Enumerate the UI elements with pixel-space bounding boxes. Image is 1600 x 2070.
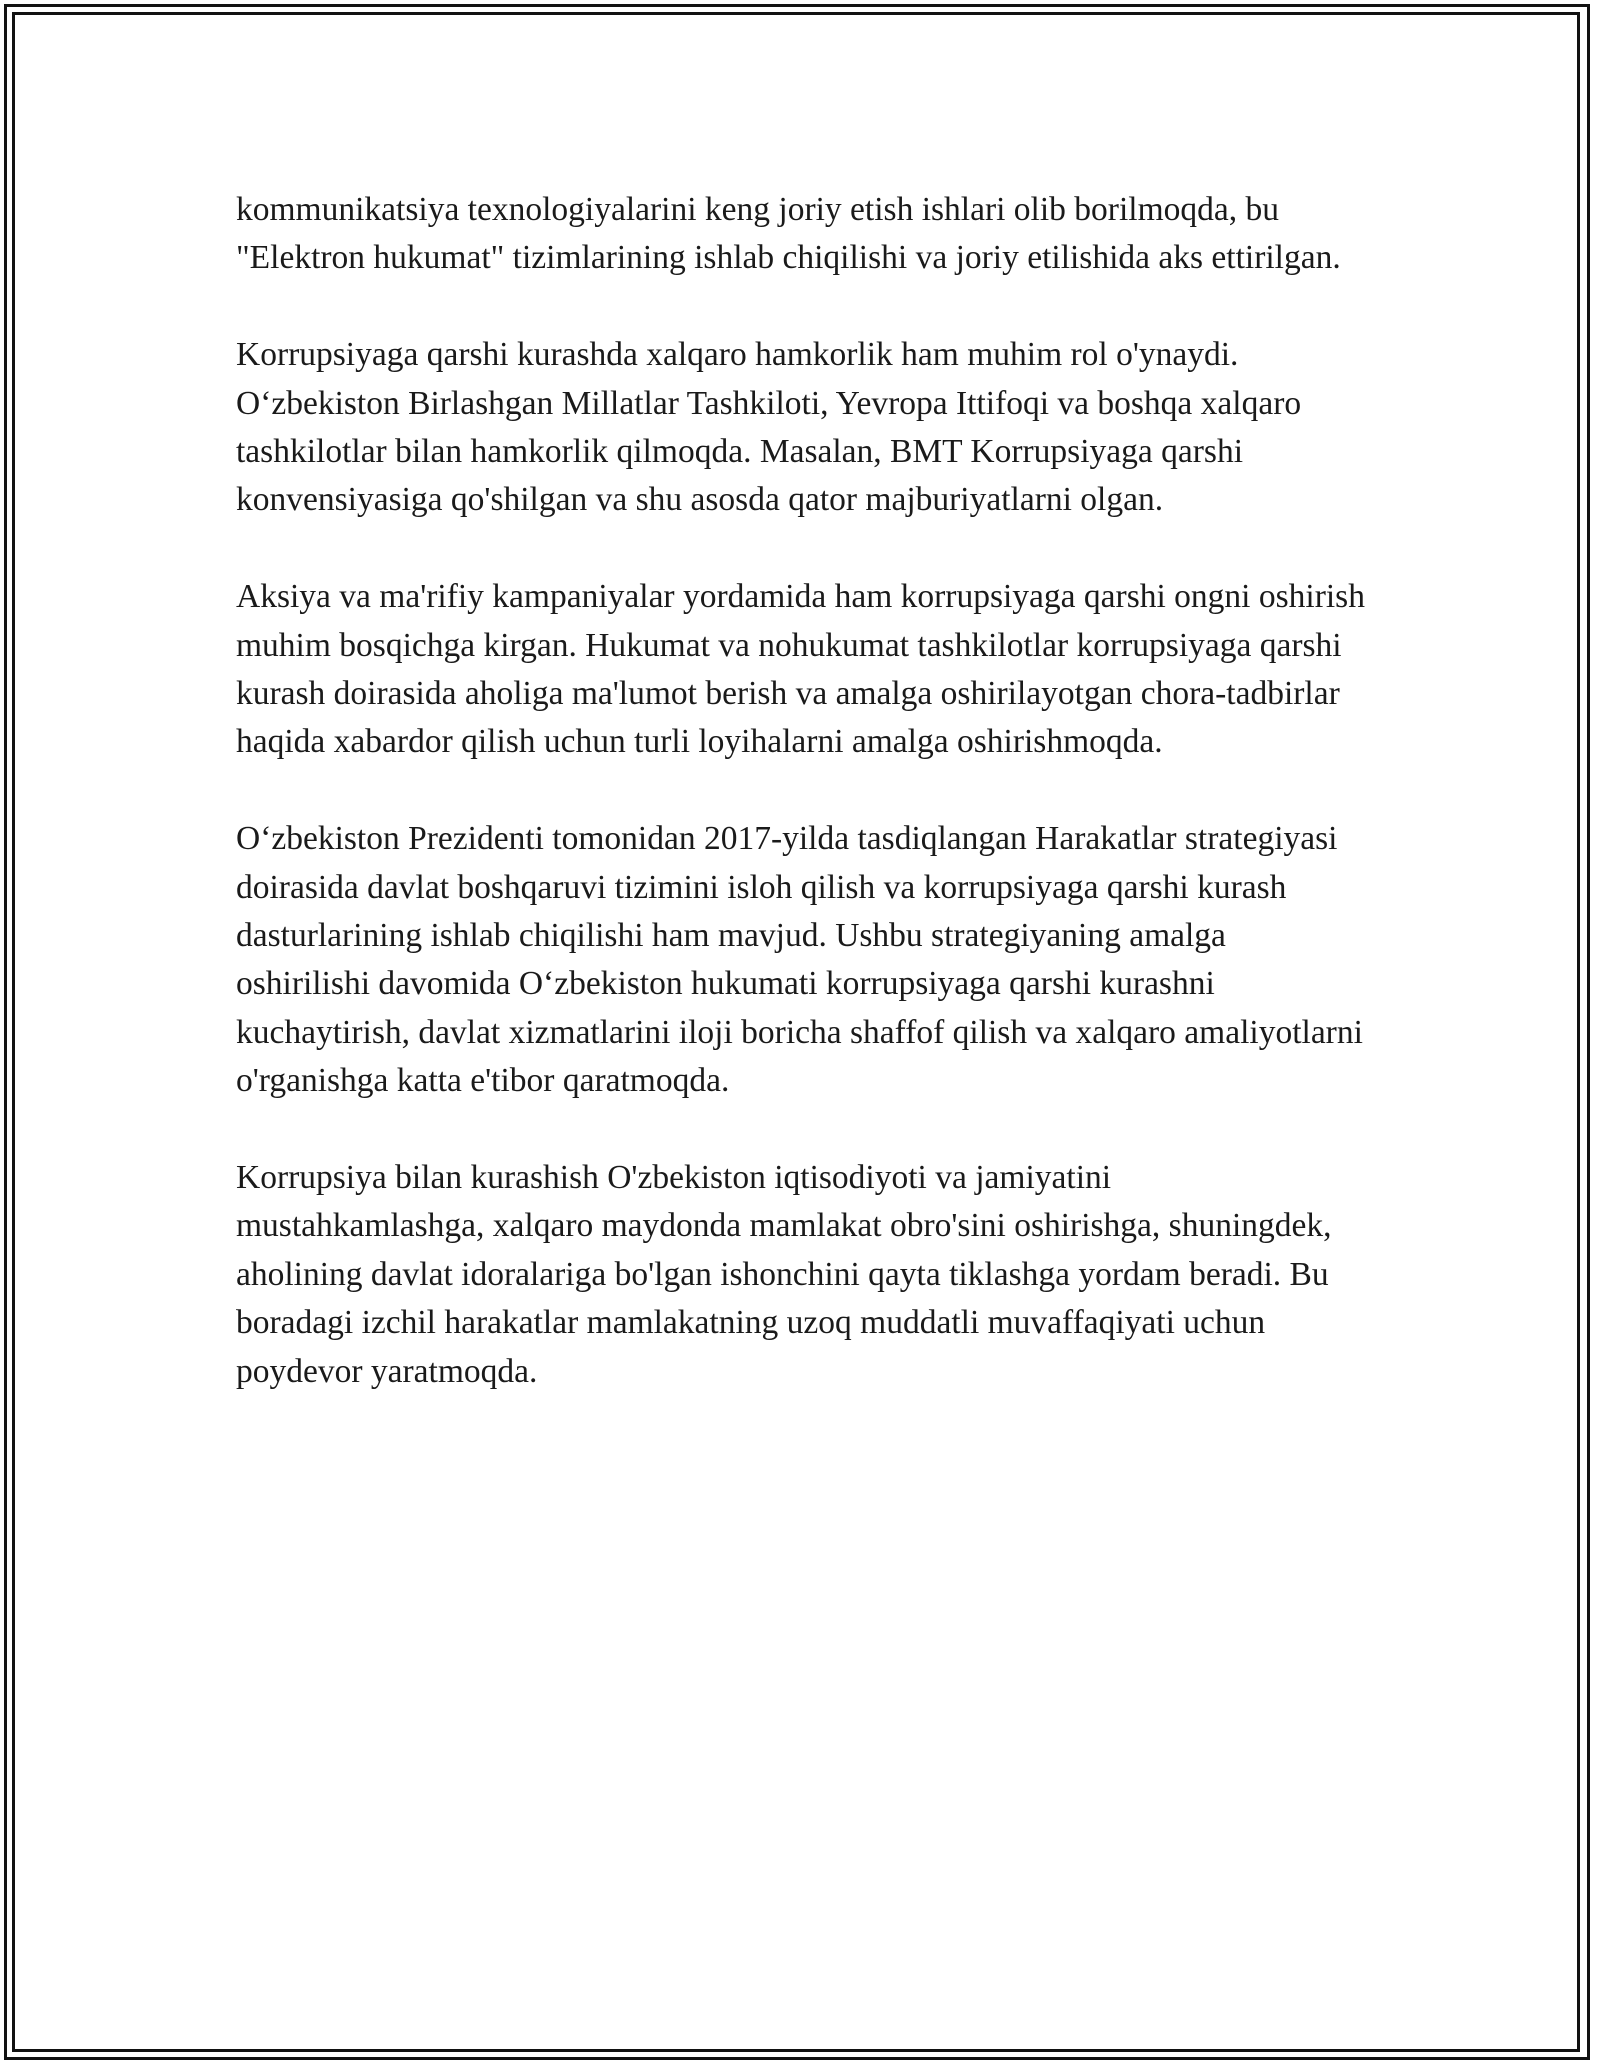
paragraph-awareness-campaigns: Aksiya va ma'rifiy kampaniyalar yordamida ham korrupsiyaga qarshi ongni oshirish muhim bosqichga kirgan. Hukumat va nohukumat tashkilotlar korrupsiyaga qarshi kurash doirasida aholiga ma'lumot berish va amalga oshirilayotgan chora-tadbirlar haqida xabardor qilish uchun turli loyihalarni amalga oshirishmoqda. [236, 578, 1365, 761]
paragraph-conclusion: Korrupsiya bilan kurashish O'zbekiston iqtisodiyoti va jamiyatini mustahkamlashga, xalqaro maydonda mamlakat obro'sini oshirishga, shuningdek, aholining davlat idoralariga bo'lgan ishonchini qayta tiklashga yordam beradi. Bu boradagi izchil harakatlar mamlakatning uzoq muddatli muvaffaqiyati uchun poydevor yaratmoqda. [236, 1159, 1332, 1390]
paragraph-ict: kommunikatsiya texnologiyalarini keng joriy etish ishlari olib borilmoqda, bu "Elektron hukumat" tizimlarining ishlab chiqilishi va joriy etilishida aks ettirilgan. [236, 191, 1341, 277]
document-body [236, 186, 1366, 1396]
paragraph-international-cooperation: Korrupsiyaga qarshi kurashda xalqaro hamkorlik ham muhim rol o'ynaydi. O‘zbekiston Birlashgan Millatlar Tashkiloti, Yevropa Ittifoqi va boshqa xalqaro tashkilotlar bilan hamkorlik qilmoqda. Masalan, BMT Korrupsiyaga qarshi konvensiyasiga qo'shilgan va shu asosda qator majburiyatlarni olgan. [236, 336, 1302, 519]
paragraph-action-strategy: O‘zbekiston Prezidenti tomonidan 2017-yilda tasdiqlangan Harakatlar strategiyasi doirasida davlat boshqaruvi tizimini isloh qilish va korrupsiyaga qarshi kurash dasturlarining ishlab chiqilishi ham mavjud. Ushbu strategiyaning amalga oshirilishi davomida O‘zbekiston hukumati korrupsiyaga qarshi kurashni kuchaytirish, davlat xizmatlarini iloji boricha shaffof qilish va xalqaro amaliyotlarni o'rganishga katta e'tibor qaratmoqda. [236, 820, 1363, 1100]
